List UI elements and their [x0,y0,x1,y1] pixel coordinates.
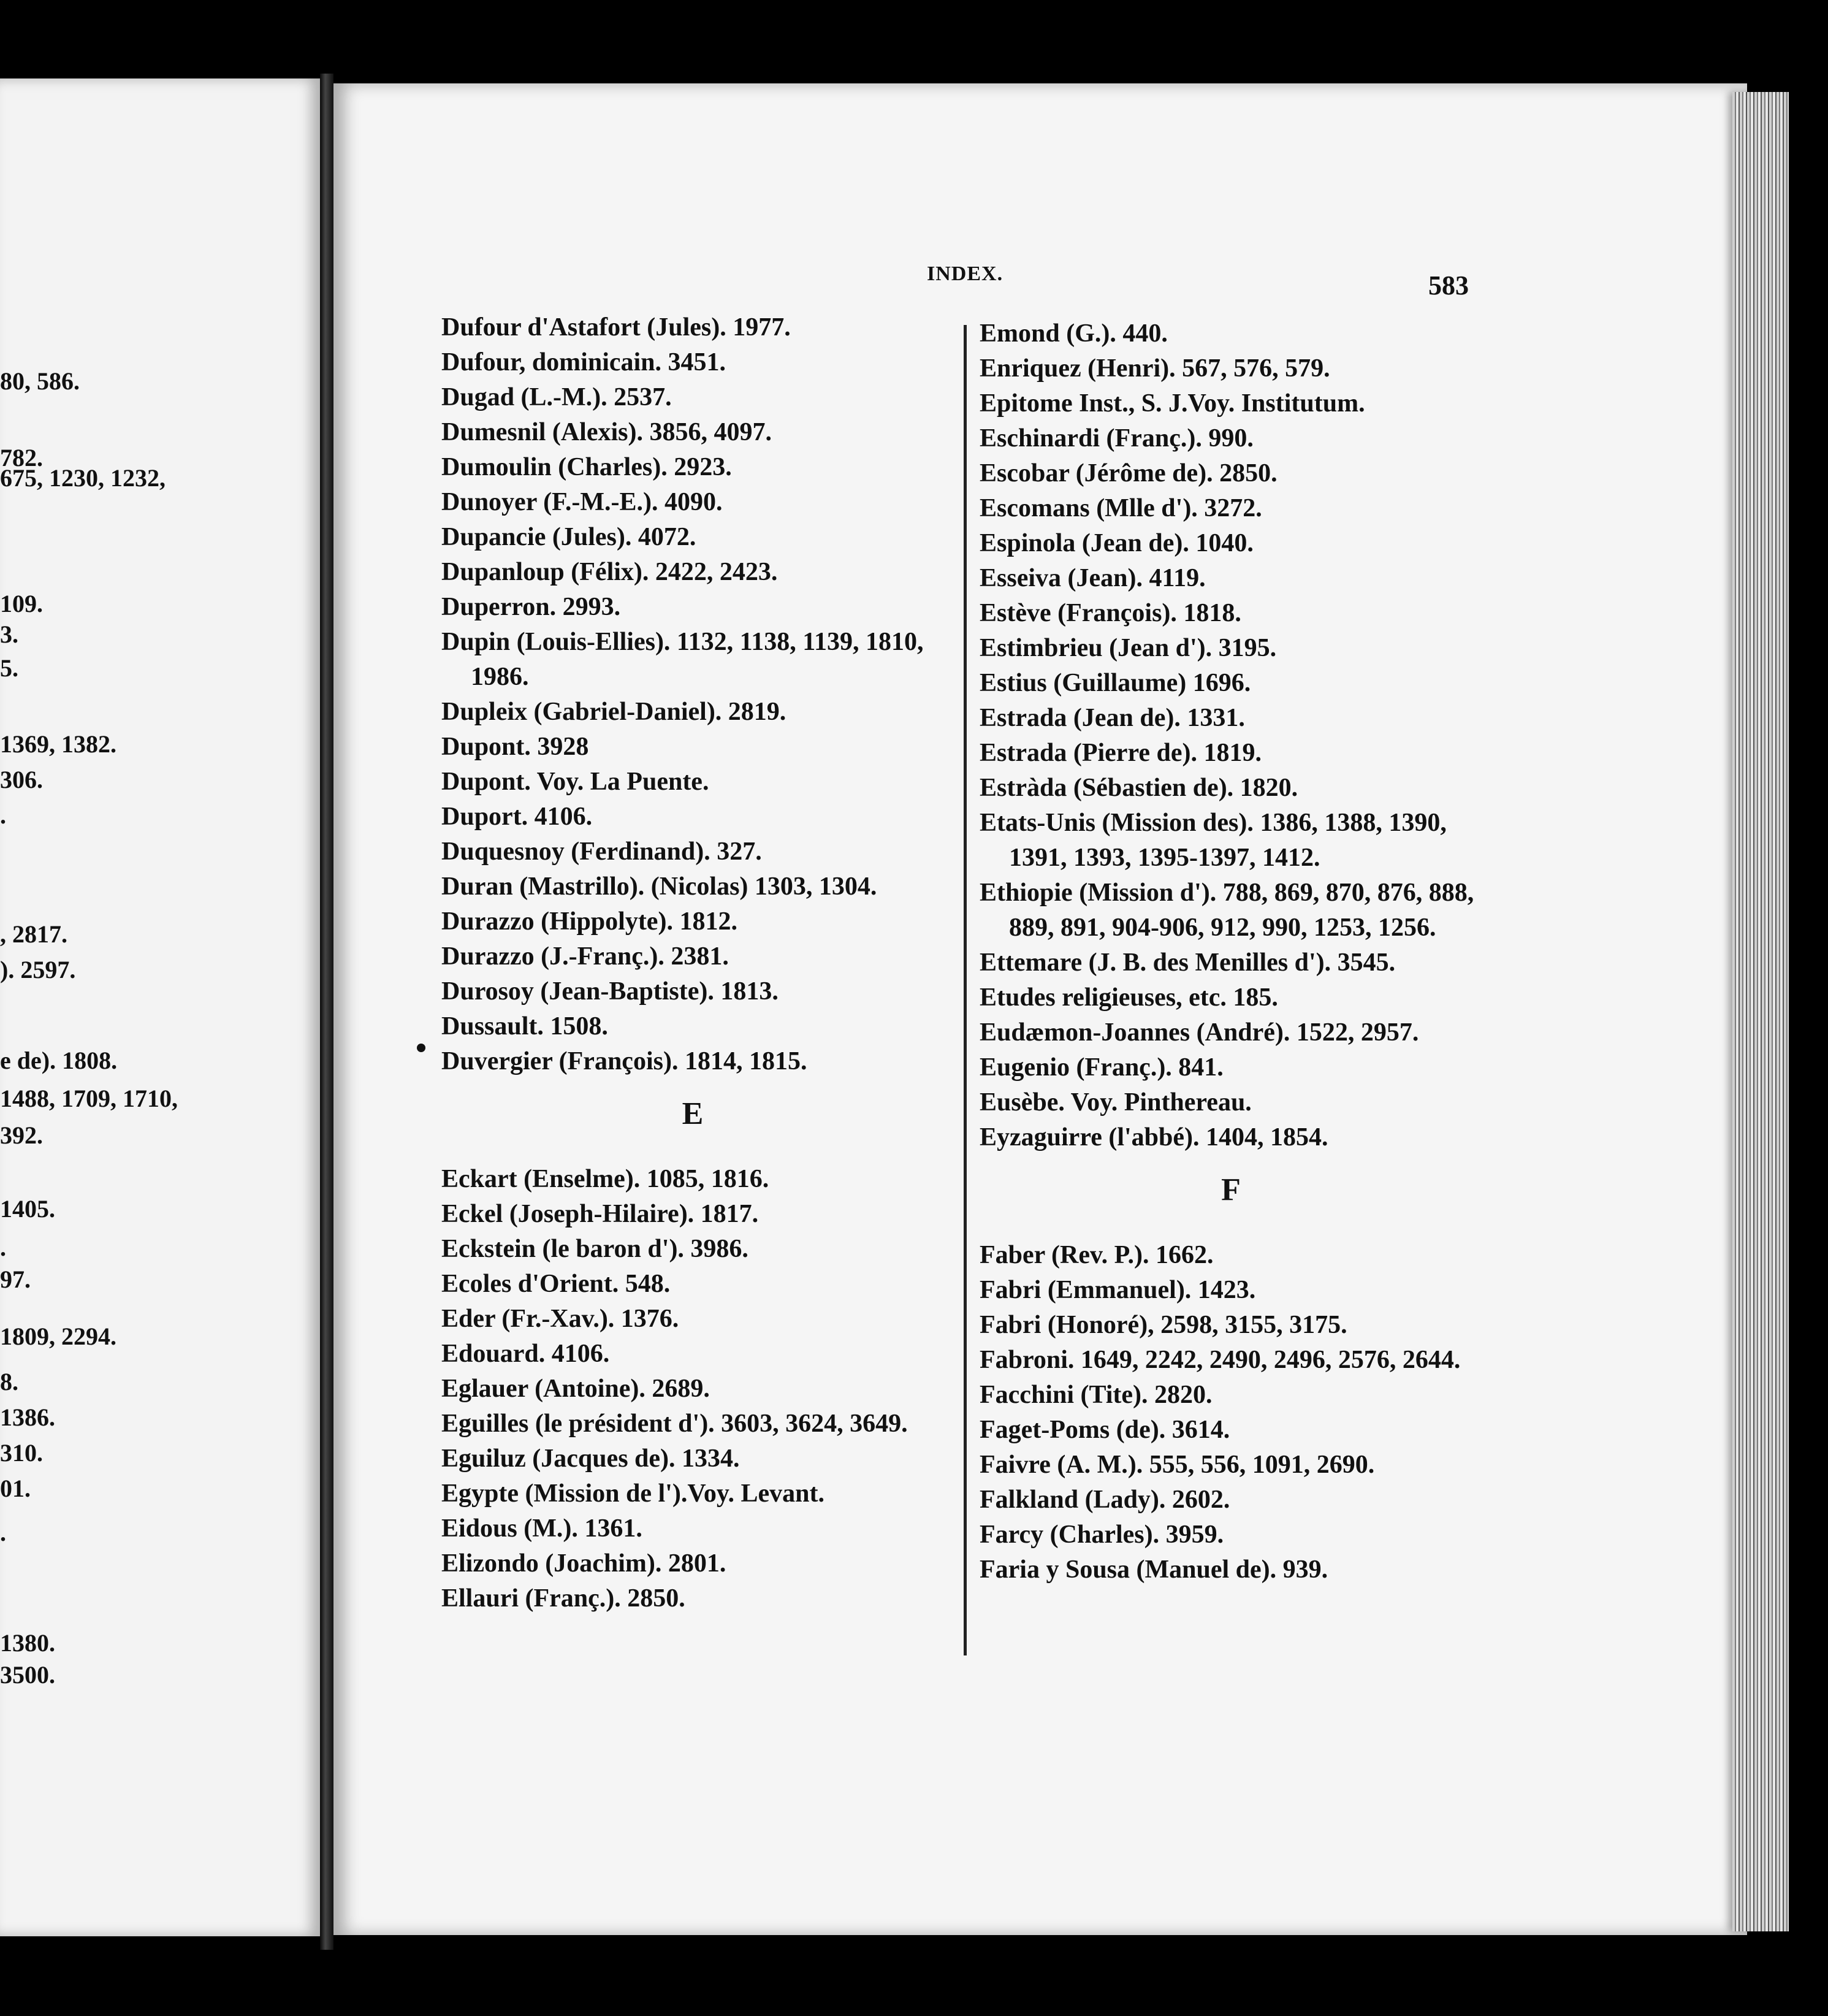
index-entry: Eidous (M.). 1361. [441,1514,642,1543]
page-number: 583 [1428,270,1469,300]
left-page [0,78,320,1936]
left-page-fragment: . [0,801,6,829]
index-entry: Durazzo (J.-Franç.). 2381. [441,942,729,971]
index-entry: Estrada (Pierre de). 1819. [980,739,1262,767]
index-entry: Enriquez (Henri). 567, 576, 579. [980,354,1330,383]
index-entry: Fabri (Honoré), 2598, 3155, 3175. [980,1311,1347,1339]
index-column-right [980,316,1482,1587]
column-rule [964,325,967,1655]
index-entry: Fabroni. 1649, 2242, 2490, 2496, 2576, 2644. [980,1346,1461,1374]
left-page-fragment: . [0,1234,6,1261]
index-entry: Durosoy (Jean-Baptiste). 1813. [441,977,779,1006]
left-page-fragment: 80, 586. [0,367,80,395]
index-entry: Duvergier (François). 1814, 1815. [441,1047,807,1075]
index-entry: Dunoyer (F.-M.-E.). 4090. [441,488,723,516]
index-entry: Faber (Rev. P.). 1662. [980,1241,1214,1269]
left-page-fragment: 1809, 2294. [0,1323,116,1350]
index-entry: Esseiva (Jean). 4119. [980,564,1206,592]
index-entry: Eguilles (le président d'). 3603, 3624, 3649. [441,1410,908,1438]
index-entry: Ellauri (Franç.). 2850. [441,1584,685,1613]
index-entry: Durazzo (Hippolyte). 1812. [441,907,737,936]
index-entry: Dufour d'Astafort (Jules). 1977. [441,313,791,342]
index-entry: Farcy (Charles). 3959. [980,1521,1224,1549]
left-page-fragment: 1488, 1709, 1710, [0,1085,178,1112]
index-entry: Ethiopie (Mission d'). 788, 869, 870, 876, 888, 889, 891, 904-906, 912, 990, 1253, 1256. [980,879,1474,942]
index-entry: Eguiluz (Jacques de). 1334. [441,1445,740,1473]
left-page-fragment: 782. [0,444,43,472]
index-entry: Dussault. 1508. [441,1012,608,1040]
index-entry: Faria y Sousa (Manuel de). 939. [980,1556,1328,1584]
ink-dot [417,1044,425,1052]
index-entry: Estrada (Jean de). 1331. [980,704,1245,732]
left-page-fragment: 1380. [0,1629,55,1657]
left-page-fragment: ). 2597. [0,956,76,983]
left-page-fragment: 1405. [0,1195,55,1223]
left-page-fragment: 97. [0,1266,31,1293]
index-entry: Eckstein (le baron d'). 3986. [441,1235,748,1263]
left-page-fragment: . [0,1519,6,1546]
index-entry: Dugad (L.-M.). 2537. [441,383,672,411]
index-column-left [441,310,944,1616]
index-entry: Etats-Unis (Mission des). 1386, 1388, 1390, 1391, 1393, 1395-1397, 1412. [980,809,1447,872]
index-entry: Faivre (A. M.). 555, 556, 1091, 2690. [980,1451,1375,1479]
index-entry: Etudes religieuses, etc. 185. [980,983,1278,1012]
index-entry: Dupont. Voy. La Puente. [441,768,709,796]
section-letter-e: E [682,1096,704,1131]
index-entry: Dupont. 3928 [441,733,589,761]
index-entry: Dufour, dominicain. 3451. [441,348,726,376]
index-entry: Fabri (Emmanuel). 1423. [980,1276,1256,1304]
index-entry: Eudæmon-Joannes (André). 1522, 2957. [980,1018,1419,1047]
index-entry: Escomans (Mlle d'). 3272. [980,494,1262,522]
index-entry: Ettemare (J. B. des Menilles d'). 3545. [980,949,1396,977]
left-page-fragment: , 2817. [0,920,67,948]
entries-e-continued [980,316,1482,1155]
index-entry: Dupin (Louis-Ellies). 1132, 1138, 1139, 1810, 1986. [441,628,924,691]
entries-d [441,310,944,1079]
index-entry: Elizondo (Joachim). 2801. [441,1549,726,1578]
index-entry: Eugenio (Franç.). 841. [980,1053,1224,1082]
index-entry: Dupancie (Jules). 4072. [441,523,696,551]
left-page-fragment: 3. [0,620,18,648]
left-page-fragment: 5. [0,654,18,682]
index-entry: Duquesnoy (Ferdinand). 327. [441,838,762,866]
left-page-fragment: 01. [0,1475,31,1502]
left-page-fragment: e de). 1808. [0,1047,118,1074]
left-page-fragment: 392. [0,1121,43,1149]
left-page-fragment: 3500. [0,1661,55,1689]
index-entry: Eusèbe. Voy. Pinthereau. [980,1088,1252,1117]
index-entry: Escobar (Jérôme de). 2850. [980,459,1278,487]
section-letter-f: F [1221,1172,1241,1207]
index-entry: Estràda (Sébastien de). 1820. [980,774,1298,802]
index-entry: Estève (François). 1818. [980,599,1241,627]
left-page-fragment: 1369, 1382. [0,730,116,758]
index-entry: Eckel (Joseph-Hilaire). 1817. [441,1200,759,1228]
index-entry: Eckart (Enselme). 1085, 1816. [441,1165,769,1193]
index-entry: Duran (Mastrillo). (Nicolas) 1303, 1304. [441,872,877,901]
running-head: INDEX. [927,262,1003,285]
index-entry: Estimbrieu (Jean d'). 3195. [980,634,1277,662]
index-entry: Eglauer (Antoine). 2689. [441,1375,710,1403]
left-page-fragment: 109. [0,590,43,617]
left-page-fragment: 310. [0,1439,43,1467]
index-entry: Eyzaguirre (l'abbé). 1404, 1854. [980,1123,1328,1151]
entries-f [980,1238,1482,1587]
left-page-fragment: 1386. [0,1403,55,1431]
index-entry: Estius (Guillaume) 1696. [980,669,1251,697]
left-page-fragment: 8. [0,1368,18,1396]
index-entry: Egypte (Mission de l').Voy. Levant. [441,1480,825,1508]
index-entry: Facchini (Tite). 2820. [980,1381,1213,1409]
index-entry: Faget-Poms (de). 3614. [980,1416,1230,1444]
index-entry: Eder (Fr.-Xav.). 1376. [441,1305,679,1333]
index-entry: Dumesnil (Alexis). 3856, 4097. [441,418,772,446]
index-entry: Eschinardi (Franç.). 990. [980,424,1254,452]
left-page-fragment: 306. [0,766,43,793]
left-page-fragments [0,78,320,1936]
index-entry: Epitome Inst., S. J.Voy. Institutum. [980,389,1365,418]
index-entry: Emond (G.). 440. [980,319,1168,348]
index-entry: Dupanloup (Félix). 2422, 2423. [441,558,778,586]
index-entry: Dumoulin (Charles). 2923. [441,453,732,481]
entries-e [441,1162,944,1616]
index-entry: Edouard. 4106. [441,1340,610,1368]
index-entry: Falkland (Lady). 2602. [980,1486,1230,1514]
index-entry: Ecoles d'Orient. 548. [441,1270,671,1298]
page-edges [1732,92,1789,1931]
index-entry: Dupleix (Gabriel-Daniel). 2819. [441,698,786,726]
book-gutter [320,74,333,1950]
index-entry: Espinola (Jean de). 1040. [980,529,1254,557]
left-page-fragment: 675, 1230, 1232, [0,464,166,492]
index-entry: Duperron. 2993. [441,593,621,621]
index-entry: Duport. 4106. [441,803,593,831]
